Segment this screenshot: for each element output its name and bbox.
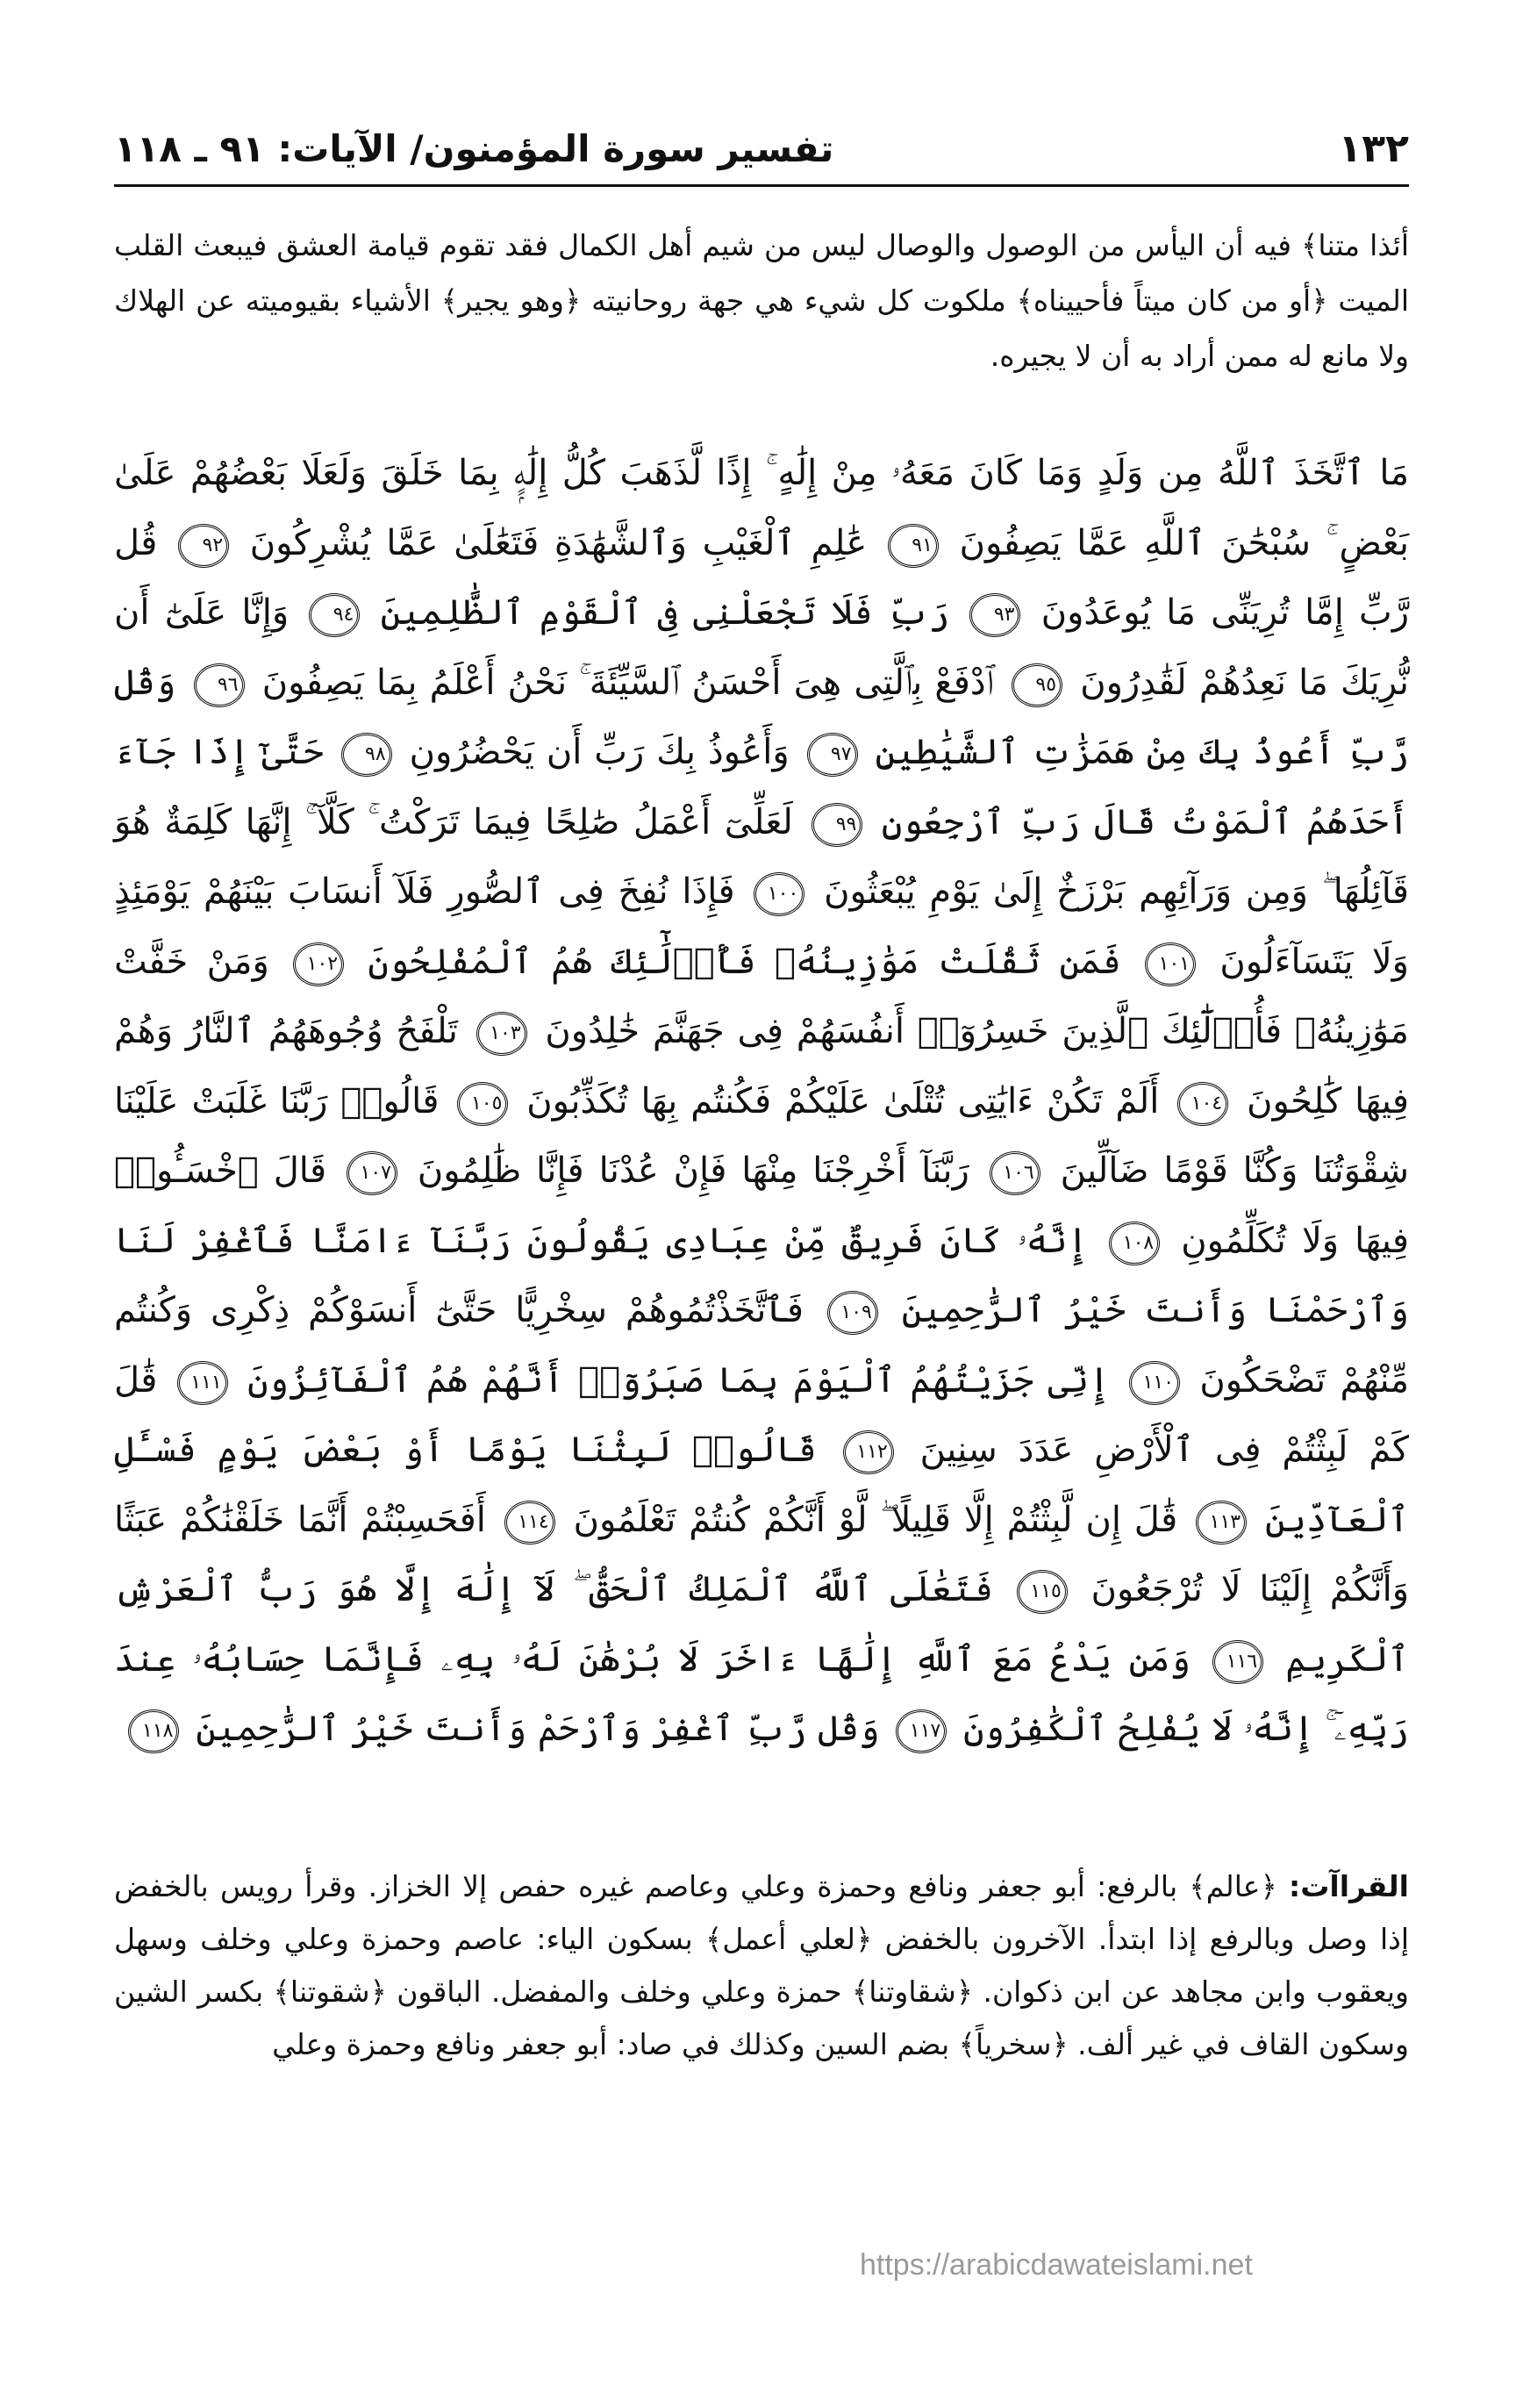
verse-text: أَلَمْ تَكُنْ ءَايَٰتِى تُتْلَىٰ عَلَيْكُمْ فَكُنتُم بِهَا تُكَذِّبُونَ (526, 1080, 1160, 1122)
ayah-number-marker: ١٠٤ (1177, 1082, 1228, 1126)
ayah-number-marker: ٩٦ (194, 663, 245, 707)
readings-text: ﴿عالم﴾ بالرفع: أبو جعفر ونافع وحمزة وعلي وعاصم غيره حفص إلا الخزاز. وقرأ رويس بالخفض إذا وصل وبالرفع إذا ابتدأ. الآخرون بالخفض ﴿لعلي أعمل﴾ بسكون الياء: عاصم وحمزة وعلي وخلف وسهل ويعقوب وابن مجاهد عن ابن ذكوان. ﴿شقاوتنا﴾ حمزة وعلي وخلف والمفضل. الباقون ﴿شقوتنا﴾ بكسر الشين وسكون القاف في غير ألف. ﴿سخرياً﴾ بضم السين وكذلك في صاد: أبو جعفر ونافع وحمزة وعلي (114, 1869, 1409, 2061)
verse-text: وَأَعُوذُ بِكَ رَبِّ أَن يَحْضُرُونِ (409, 732, 790, 772)
intro-text: أئذا متنا﴾ فيه أن اليأس من الوصول والوصال ليس من شيم أهل الكمال فقد تقوم قيامة العشق فيبعث القلب الميت ﴿أو من كان ميتاً فأحييناه﴾ ملكوت كل شيء هي جهة روحانيته ﴿وهو يجير﴾ الأشياء بقيوميته عن الهلاك ولا مانع له ممن أراد به أن لا يجيره. (114, 228, 1409, 373)
ayah-number-marker: ١٠٢ (293, 942, 344, 986)
running-title: تفسير سورة المؤمنون/ الآيات: ٩١ ـ ١١٨ (114, 127, 834, 170)
verse-text: وَإِنَّا عَلَىٰٓ أَن نُّرِيَكَ مَا نَعِدُهُمْ لَقَٰدِرُونَ (114, 592, 1410, 703)
ayah-number-marker: ١١٣ (1196, 1501, 1247, 1544)
ayah-number-marker: ١١٤ (504, 1501, 555, 1544)
ayah-number-marker: ٩٧ (807, 733, 858, 777)
verse-text: وَقُل رَّبِّ أَعُوذُ بِكَ مِنْ هَمَزَٰتِ ٱلشَّيَٰطِينِ (114, 662, 1410, 772)
verse-text: قَٰلَ إِن لَّبِثْتُمْ إِلَّا قَلِيلًا ۖ لَّوْ أَنَّكُمْ كُنتُمْ تَعْلَمُونَ (573, 1499, 1178, 1540)
ayah-number-marker: ١١١ (177, 1361, 228, 1405)
verse-text: حَتَّىٰٓ إِذَا جَآءَ أَحَدَهُمُ ٱلْمَوْتُ قَالَ رَبِّ ٱرْجِعُونِ (114, 732, 1409, 842)
ayah-number-marker: ٩٤ (309, 593, 360, 637)
verse-text: فَٱتَّخَذْتُمُوهُمْ سِخْرِيًّا حَتَّىٰٓ أَنسَوْكُمْ ذِكْرِى وَكُنتُم مِّنْهُمْ تَضْحَكُونَ (114, 1290, 1409, 1401)
ayah-number-marker: ١١٢ (843, 1430, 894, 1474)
verse-text: قَالُوا۟ لَبِثْنَا يَوْمًا أَوْ بَعْضَ يَوْمٍ فَسْـَٔلِ ٱلْعَآدِّينَ (114, 1430, 1410, 1540)
ayah-number-marker: ١٠٠ (754, 872, 804, 916)
ayah-number-marker: ٩٥ (1012, 663, 1062, 707)
ayah-number-marker: ١٠٥ (457, 1082, 508, 1126)
ayah-number-marker: ٩٨ (341, 733, 392, 777)
verse-text: قَالُوا۟ رَبَّنَا غَلَبَتْ عَلَيْنَا شِقْوَتُنَا وَكُنَّا قَوْمًا ضَآلِّينَ (114, 1080, 1410, 1191)
verse-text: عَٰلِمِ ٱلْغَيْبِ وَٱلشَّهَٰدَةِ فَتَعَٰلَىٰ عَمَّا يُشْرِكُونَ (249, 522, 868, 563)
ayah-number-marker: ٩٢ (178, 524, 229, 568)
ayah-number-marker: ١٠٨ (1109, 1222, 1160, 1265)
verse-text: ٱدْفَعْ بِٱلَّتِى هِىَ أَحْسَنُ ٱلسَّيِّئَةَ ۚ نَحْنُ أَعْلَمُ بِمَا يَصِفُونَ (261, 662, 994, 703)
ayah-number-marker: ١٠٩ (827, 1291, 878, 1335)
page-header (114, 123, 1409, 187)
verse-text: وَقُل رَّبِّ ٱغْفِرْ وَٱرْحَمْ وَأَنتَ خَيْرُ ٱلرَّٰحِمِينَ (196, 1709, 880, 1749)
verse-text: وَمَنْ خَفَّتْ مَوَٰزِينُهُۥ فَأُو۟لَٰٓئِكَ ٱلَّذِينَ خَسِرُوٓا۟ أَنفُسَهُمْ فِى جَهَنَّمَ خَٰلِدُونَ (114, 941, 1409, 1051)
verse-text: إِنِّى جَزَيْتُهُمُ ٱلْيَوْمَ بِمَا صَبَرُوٓا۟ أَنَّهُمْ هُمُ ٱلْفَآئِزُونَ (247, 1359, 1110, 1401)
verse-text: تَلْفَحُ وُجُوهَهُمُ ٱلنَّارُ وَهُمْ فِيهَا كَٰلِحُونَ (114, 1011, 1409, 1122)
ayah-number-marker: ١٠٧ (347, 1151, 397, 1195)
ayah-number-marker: ١٠١ (1145, 942, 1196, 986)
website-watermark: https://arabicdawateislami.net (860, 2248, 1253, 2282)
verse-text: إِنَّهُۥ كَانَ فَرِيقٌ مِّنْ عِبَادِى يَقُولُونَ رَبَّنَآ ءَامَنَّا فَٱغْفِرْ لَنَا وَٱرْحَمْنَا وَأَنتَ خَيْرُ ٱلرَّٰحِمِينَ (114, 1220, 1409, 1330)
verse-text: لَعَلِّىٓ أَعْمَلُ صَٰلِحًا فِيمَا تَرَكْتُ ۚ كَلَّآ ۚ إِنَّهَا كَلِمَةٌ هُوَ قَآئِلُهَا ۖ وَمِن وَرَآئِهِم بَرْزَخٌ إِلَىٰ يَوْمِ يُبْعَثُونَ (114, 801, 1410, 912)
verse-text: رَبَّنَآ أَخْرِجْنَا مِنْهَا فَإِنْ عُدْنَا فَإِنَّا ظَٰلِمُونَ (417, 1150, 969, 1191)
verse-text: فَمَن ثَقُلَتْ مَوَٰزِينُهُۥ فَأُو۟لَٰٓئِكَ هُمُ ٱلْمُفْلِحُونَ (368, 941, 1121, 982)
verse-text: قُل رَّبِّ إِمَّا تُرِيَنِّى مَا يُوعَدُونَ (114, 522, 1410, 633)
ayah-number-marker: ٩٩ (812, 803, 862, 847)
verse-text: قَٰلَ كَمْ لَبِثْتُمْ فِى ٱلْأَرْضِ عَدَدَ سِنِينَ (114, 1359, 1409, 1470)
ayah-number-marker: ١٠٦ (990, 1151, 1040, 1195)
ayah-number-marker: ١١٥ (1017, 1570, 1068, 1614)
verse-text: فَإِذَا نُفِخَ فِى ٱلصُّورِ فَلَآ أَنسَابَ بَيْنَهُمْ يَوْمَئِذٍ وَلَا يَتَسَآءَلُونَ (114, 871, 1409, 982)
verse-text: رَبِّ فَلَا تَجْعَلْنِى فِى ٱلْقَوْمِ ٱلظَّٰلِمِينَ (380, 592, 950, 633)
verse-text: قَالَ ٱخْسَـُٔوا۟ فِيهَا وَلَا تُكَلِّمُونِ (114, 1150, 1409, 1261)
intro-paragraph (114, 218, 1409, 383)
ayah-number-marker: ١١٧ (896, 1709, 947, 1753)
ayah-number-marker: ١١٨ (128, 1709, 179, 1753)
verse-text: أَفَحَسِبْتُمْ أَنَّمَا خَلَقْنَٰكُمْ عَبَثًا وَأَنَّكُمْ إِلَيْنَا لَا تُرْجَعُونَ (114, 1499, 1410, 1609)
verse-text: وَمَن يَدْعُ مَعَ ٱللَّهِ إِلَٰهًا ءَاخَرَ لَا بُرْهَٰنَ لَهُۥ بِهِۦ فَإِنَّمَا حِسَابُهُۥ عِندَ رَبِّهِۦٓ ۚ إِنَّهُۥ لَا يُفْلِحُ ٱلْكَٰفِرُونَ (114, 1638, 1409, 1749)
ayah-number-marker: ١١٠ (1129, 1361, 1180, 1405)
readings-paragraph (114, 1860, 1409, 2071)
quran-verses-block (114, 439, 1409, 1765)
ayah-number-marker: ٩٣ (969, 593, 1020, 637)
page-number: ١٣٢ (1338, 126, 1409, 171)
readings-heading: القراآت: (1289, 1869, 1409, 1903)
verse-text: فَتَعَٰلَى ٱللَّهُ ٱلْمَلِكُ ٱلْحَقُّ ۖ لَآ إِلَٰهَ إِلَّا هُوَ رَبُّ ٱلْعَرْشِ ٱلْكَرِيمِ (114, 1569, 1409, 1680)
verse-text: مَا ٱتَّخَذَ ٱللَّهُ مِن وَلَدٍ وَمَا كَانَ مَعَهُۥ مِنْ إِلَٰهٍ ۚ إِذًا لَّذَهَبَ كُلُّ إِلَٰهٍۭ بِمَا خَلَقَ وَلَعَلَا بَعْضُهُمْ عَلَىٰ بَعْضٍ ۚ سُبْحَٰنَ ٱللَّهِ عَمَّا يَصِفُونَ (114, 453, 1409, 563)
ayah-number-marker: ٩١ (888, 524, 939, 568)
ayah-number-marker: ١١٦ (1212, 1640, 1263, 1684)
ayah-number-marker: ١٠٣ (476, 1012, 527, 1056)
